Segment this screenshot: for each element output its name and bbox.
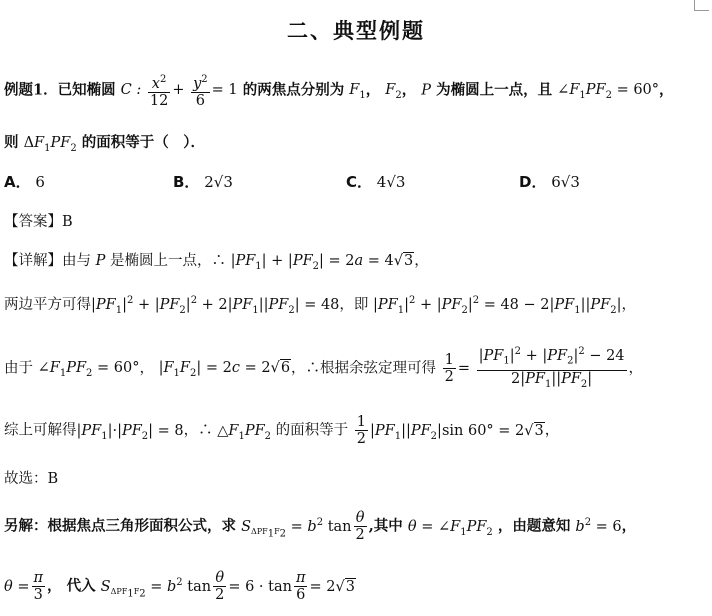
option-b: B． 2√3	[173, 173, 233, 191]
detail-formula3: $|PF_1|^2 + |PF_2|^2 = 48 - 2|PF_1||PF_2|$	[373, 295, 622, 316]
answer-value: B	[62, 214, 73, 230]
detail-formula5: $|F_1F_2| = 2c = 2√6$	[158, 360, 291, 380]
detail-line4: 综上可解得$|PF_1|\cdot|PF_2| = 8$，∴ $\triangle F_1PF_2$ 的面积等于 $\frac{1}{2}$ $|PF_1||PF_2|\sin$ 60° = 2√3，	[4, 414, 560, 447]
alt-area-formula: $S_{\Delta PF_1F_2} = b^2$ tan $\frac{\theta}{2}$	[241, 510, 365, 543]
conclusion-line: 故选：B	[4, 471, 59, 487]
ellipse-equation: C : $\frac{x^2}{12}$ + $\frac{y^2}{6}$ = 1	[120, 74, 238, 109]
example-statement-line1: 例题1．已知椭圆 C : $\frac{x^2}{12}$ + $\frac{y^2}{6}$ = 1 的两焦点分别为 $F_1$， $F_2$， P 为椭圆上一点，且 $\angle F_1PF_2 = 60^\circ$，	[4, 74, 674, 109]
page-corner-mark	[694, 0, 709, 11]
option-d: D． 6√3	[519, 173, 580, 191]
section-title: 二、典型例题	[287, 18, 425, 43]
detail-formula4: $\angle F_1PF_2 = 60^\circ$	[37, 360, 140, 380]
alt-final-formula: $S_{\Delta PF_1F_2} = b^2$ tan $\frac{\theta}{2}$ = 6 · tan $\frac{\pi}{6}$ = 2√3	[100, 570, 355, 603]
detail-area-formula: $|PF_1||PF_2|\sin$ 60° = 2√3	[370, 422, 544, 442]
example-statement-line2	[4, 131, 205, 154]
focus-f1: $F_1$	[349, 82, 366, 102]
alt-line2: θ = $\frac{\pi}{3}$ ， 代入 $S_{\Delta PF_1F_2} = b^2$ tan $\frac{\theta}{2}$ = 6 · tan $\frac{\pi}{6}$ = 2√3	[4, 570, 355, 603]
example-text5: 的面积等于（ ）．	[81, 134, 205, 151]
option-a: A． 6	[4, 173, 45, 191]
detail-line2: 两边平方可得$|PF_1|^2 + |PF_2|^2 + 2|PF_1||PF_2| = 48$，即 $|PF_1|^2 + |PF_2|^2 = 48 - 2|PF_1||PF_2|$，	[4, 295, 636, 316]
point-p: P	[421, 82, 432, 99]
alt-label: 另解：	[4, 517, 48, 535]
detail-triangle: $\triangle F_1PF_2$	[217, 422, 272, 442]
example-text2: 的两焦点分别为	[242, 81, 345, 99]
detail-line3: 由于 $\angle F_1PF_2 = 60^\circ$， $|F_1F_2| = 2c = 2√6$，∴根据余弦定理可得 $\frac{1}{2}$ = $\frac{|PF_1|^2 + |PF_2|^2 - 24}{2|PF_1||PF_2|}$ ，	[4, 344, 643, 393]
option-c: C． 4√3	[346, 173, 406, 191]
detail-label: 【详解】	[4, 253, 62, 269]
detail-formula6: $|PF_1|\cdot|PF_2| = 8$	[76, 422, 184, 442]
example-text3: 为椭圆上一点，且	[436, 81, 553, 99]
alt-line1: 另解：根据焦点三角形面积公式，求 $S_{\Delta PF_1F_2} = b^2$ tan $\frac{\theta}{2}$ ,其中 $\theta = \angle F_1PF_2$ ，由题意知 $b^2 = 6$，	[4, 510, 637, 543]
triangle-f1pf2: $\Delta F_1PF_2$	[23, 135, 77, 154]
answer-label: 【答案】	[4, 214, 62, 230]
detail-line1: 【详解】由与 P 是椭圆上一点，∴ $|PF_1| + |PF_2| = 2a = 4√3$，	[4, 253, 429, 272]
detail-formula2: $|PF_1|^2 + |PF_2|^2 + 2|PF_1||PF_2| = 48$	[91, 295, 340, 316]
angle-condition: $\angle F_1PF_2 = 60^\circ$	[557, 82, 660, 102]
answer-line	[4, 210, 73, 231]
alt-theta-def: $\theta = \angle F_1PF_2$	[407, 518, 493, 538]
focus-f2: $F_2$	[385, 82, 402, 102]
detail-formula1: $|PF_1| + |PF_2| = 2a = 4√3$	[230, 253, 414, 272]
example-text4: 则	[4, 134, 19, 151]
example-text1: 已知椭圆	[57, 81, 116, 99]
detail-cos-formula: $\frac{|PF_1|^2 + |PF_2|^2 - 24}{2|PF_1||PF_2|}$	[477, 344, 627, 393]
alt-b-squared: $b^2 = 6$	[575, 516, 622, 535]
detail-area-half: $\frac{1}{2}$	[356, 414, 366, 447]
detail-cos-half: $\frac{1}{2}$	[444, 351, 454, 385]
alt-theta-value: θ = $\frac{\pi}{3}$	[4, 570, 44, 603]
example-label: 例题1．	[4, 81, 58, 99]
